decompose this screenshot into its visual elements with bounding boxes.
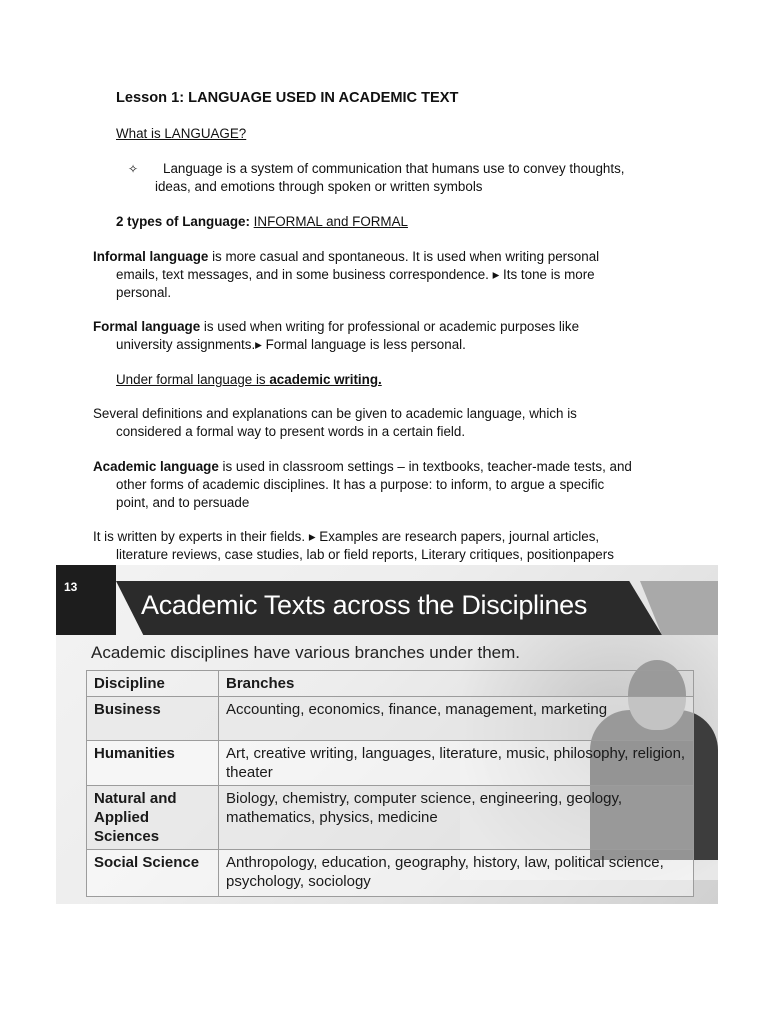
table-row xyxy=(87,697,694,741)
types-label: 2 types of Language: xyxy=(116,214,250,229)
page-number-band xyxy=(56,565,116,635)
language-definition-line-1: Language is a system of communication that humans use to convey thoughts, xyxy=(163,161,625,176)
table-header-row xyxy=(87,671,694,697)
table-row xyxy=(87,741,694,786)
academic-line-2: other forms of academic disciplines. It has a purpose: to inform, to argue a specific xyxy=(116,477,605,492)
branches-cell: Anthropology, education, geography, history, law, political science, psychology, sociology xyxy=(219,850,694,897)
language-types xyxy=(116,213,408,231)
several-definitions-paragraph xyxy=(93,405,652,441)
under-formal-prefix: Under formal language is xyxy=(116,372,266,387)
disciplines-table xyxy=(86,670,694,897)
informal-line-2: emails, text messages, and in some business correspondence. ▸ Its tone is more xyxy=(116,267,595,282)
discipline-cell: Natural and Applied Sciences xyxy=(87,786,219,850)
informal-term: Informal language xyxy=(93,249,209,264)
academic-term: Academic language xyxy=(93,459,219,474)
what-is-language-heading: What is LANGUAGE? xyxy=(116,126,247,141)
formal-line-1: is used when writing for professional or academic purposes like xyxy=(203,319,580,334)
types-value: INFORMAL and FORMAL xyxy=(253,214,408,229)
table-row xyxy=(87,850,694,897)
experts-line-2: literature reviews, case studies, lab or field reports, Literary critiques, positionpapers xyxy=(116,547,614,562)
diamond-bullet-icon: ✧ xyxy=(128,162,139,176)
informal-line-1: is more casual and spontaneous. It is used when writing personal xyxy=(212,249,600,264)
academic-line-3: point, and to persuade xyxy=(116,495,250,510)
formal-term: Formal language xyxy=(93,319,201,334)
under-formal-emphasis: academic writing. xyxy=(269,372,382,387)
discipline-cell: Social Science xyxy=(87,850,219,897)
slide-title: Academic Texts across the Disciplines xyxy=(141,590,588,620)
header-discipline: Discipline xyxy=(87,671,219,697)
experts-line-1: It is written by experts in their fields. ▸ Examples are research papers, journal articles, xyxy=(93,529,600,544)
experts-paragraph xyxy=(93,528,652,564)
academic-language-paragraph xyxy=(93,458,652,512)
language-definition-line-2: ideas, and emotions through spoken or written symbols xyxy=(155,179,483,194)
formal-language-paragraph xyxy=(93,318,652,354)
slide-subtitle: Academic disciplines have various branches under them. xyxy=(91,643,521,662)
branches-cell: Accounting, economics, finance, management, marketing xyxy=(219,697,694,741)
branches-cell: Art, creative writing, languages, literature, music, philosophy, religion, theater xyxy=(219,741,694,786)
discipline-cell: Business xyxy=(87,697,219,741)
lesson-title: Lesson 1: LANGUAGE USED IN ACADEMIC TEXT xyxy=(116,90,459,106)
formal-line-2: university assignments.▸ Formal language is less personal. xyxy=(116,337,466,352)
branches-cell: Biology, chemistry, computer science, engineering, geology, mathematics, physics, medicine xyxy=(219,786,694,850)
academic-line-1: is used in classroom settings – in textbooks, teacher-made tests, and xyxy=(222,459,632,474)
discipline-cell: Humanities xyxy=(87,741,219,786)
under-formal-heading xyxy=(116,371,382,389)
page-number: 13 xyxy=(64,580,78,594)
table-row xyxy=(87,786,694,850)
several-line-2: considered a formal way to present words in a certain field. xyxy=(116,424,466,439)
header-branches: Branches xyxy=(219,671,694,697)
informal-language-paragraph xyxy=(93,248,652,302)
several-line-1: Several definitions and explanations can be given to academic language, which is xyxy=(93,406,577,421)
informal-line-3: personal. xyxy=(116,285,172,300)
